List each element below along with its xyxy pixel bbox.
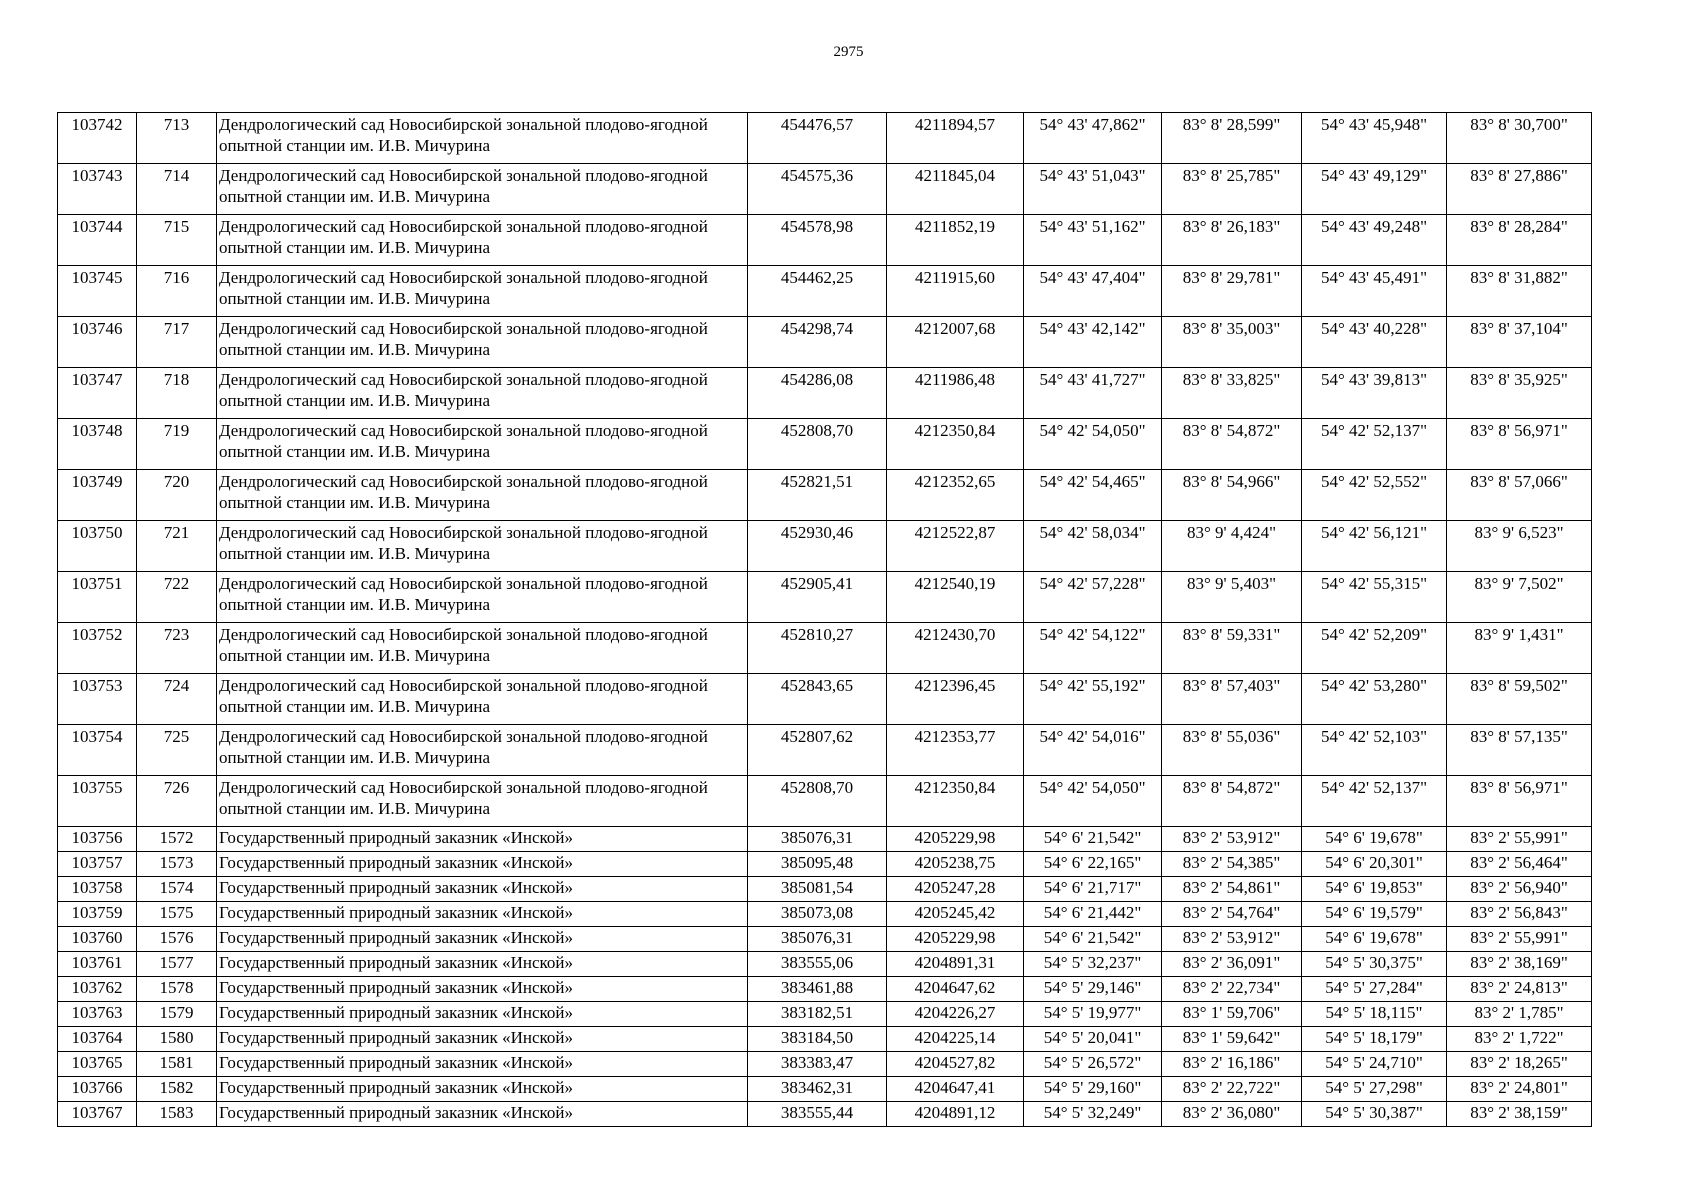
row-id-cell: 103745 <box>58 266 137 317</box>
object-name-cell: Дендрологический сад Новосибирской зональной плодово-ягодной опытной станции им. И.В. Мичурина <box>217 521 748 572</box>
longitude-2-cell: 83° 8' 57,135" <box>1447 725 1592 776</box>
table-row <box>58 317 1592 368</box>
latitude-2-cell: 54° 6' 19,678" <box>1302 927 1447 952</box>
row-id-cell: 103763 <box>58 1002 137 1027</box>
table-row <box>58 977 1592 1002</box>
row-id-cell: 103761 <box>58 952 137 977</box>
table-row <box>58 927 1592 952</box>
row-number-cell: 723 <box>137 623 217 674</box>
x-coordinate-cell: 452808,70 <box>748 776 887 827</box>
longitude-2-cell: 83° 8' 30,700" <box>1447 113 1592 164</box>
row-id-cell: 103755 <box>58 776 137 827</box>
latitude-2-cell: 54° 42' 52,209" <box>1302 623 1447 674</box>
y-coordinate-cell: 4204647,41 <box>887 1077 1024 1102</box>
latitude-2-cell: 54° 5' 30,375" <box>1302 952 1447 977</box>
row-number-cell: 715 <box>137 215 217 266</box>
latitude-2-cell: 54° 43' 45,948" <box>1302 113 1447 164</box>
y-coordinate-cell: 4204891,31 <box>887 952 1024 977</box>
table-row <box>58 725 1592 776</box>
y-coordinate-cell: 4211852,19 <box>887 215 1024 266</box>
table-row <box>58 470 1592 521</box>
longitude-1-cell: 83° 9' 4,424" <box>1162 521 1302 572</box>
row-id-cell: 103743 <box>58 164 137 215</box>
row-id-cell: 103758 <box>58 877 137 902</box>
longitude-1-cell: 83° 8' 55,036" <box>1162 725 1302 776</box>
object-name-cell: Государственный природный заказник «Инской» <box>217 952 748 977</box>
row-number-cell: 719 <box>137 419 217 470</box>
table-row <box>58 215 1592 266</box>
object-name-cell: Государственный природный заказник «Инской» <box>217 927 748 952</box>
latitude-1-cell: 54° 43' 51,162" <box>1024 215 1162 266</box>
row-number-cell: 725 <box>137 725 217 776</box>
longitude-1-cell: 83° 8' 59,331" <box>1162 623 1302 674</box>
longitude-2-cell: 83° 8' 28,284" <box>1447 215 1592 266</box>
latitude-2-cell: 54° 5' 18,179" <box>1302 1027 1447 1052</box>
latitude-1-cell: 54° 6' 21,717" <box>1024 877 1162 902</box>
x-coordinate-cell: 452905,41 <box>748 572 887 623</box>
latitude-2-cell: 54° 6' 19,678" <box>1302 827 1447 852</box>
x-coordinate-cell: 454298,74 <box>748 317 887 368</box>
object-name-cell: Дендрологический сад Новосибирской зональной плодово-ягодной опытной станции им. И.В. Мичурина <box>217 113 748 164</box>
coordinates-table <box>57 112 1592 1127</box>
x-coordinate-cell: 385081,54 <box>748 877 887 902</box>
table-row <box>58 902 1592 927</box>
longitude-1-cell: 83° 8' 35,003" <box>1162 317 1302 368</box>
longitude-1-cell: 83° 9' 5,403" <box>1162 572 1302 623</box>
latitude-2-cell: 54° 5' 27,284" <box>1302 977 1447 1002</box>
row-id-cell: 103760 <box>58 927 137 952</box>
x-coordinate-cell: 383462,31 <box>748 1077 887 1102</box>
latitude-1-cell: 54° 43' 47,862" <box>1024 113 1162 164</box>
x-coordinate-cell: 452930,46 <box>748 521 887 572</box>
row-id-cell: 103767 <box>58 1102 137 1127</box>
latitude-1-cell: 54° 43' 47,404" <box>1024 266 1162 317</box>
y-coordinate-cell: 4204527,82 <box>887 1052 1024 1077</box>
x-coordinate-cell: 383383,47 <box>748 1052 887 1077</box>
object-name-cell: Дендрологический сад Новосибирской зональной плодово-ягодной опытной станции им. И.В. Мичурина <box>217 623 748 674</box>
x-coordinate-cell: 385073,08 <box>748 902 887 927</box>
latitude-2-cell: 54° 42' 52,103" <box>1302 725 1447 776</box>
y-coordinate-cell: 4212540,19 <box>887 572 1024 623</box>
x-coordinate-cell: 454286,08 <box>748 368 887 419</box>
latitude-1-cell: 54° 5' 32,249" <box>1024 1102 1162 1127</box>
table-row <box>58 1002 1592 1027</box>
latitude-2-cell: 54° 6' 19,579" <box>1302 902 1447 927</box>
latitude-2-cell: 54° 5' 27,298" <box>1302 1077 1447 1102</box>
y-coordinate-cell: 4205229,98 <box>887 927 1024 952</box>
y-coordinate-cell: 4212522,87 <box>887 521 1024 572</box>
longitude-2-cell: 83° 8' 56,971" <box>1447 419 1592 470</box>
row-id-cell: 103756 <box>58 827 137 852</box>
row-id-cell: 103757 <box>58 852 137 877</box>
longitude-1-cell: 83° 2' 54,764" <box>1162 902 1302 927</box>
y-coordinate-cell: 4204891,12 <box>887 1102 1024 1127</box>
row-number-cell: 716 <box>137 266 217 317</box>
row-number-cell: 1579 <box>137 1002 217 1027</box>
row-id-cell: 103744 <box>58 215 137 266</box>
x-coordinate-cell: 383555,06 <box>748 952 887 977</box>
object-name-cell: Дендрологический сад Новосибирской зональной плодово-ягодной опытной станции им. И.В. Мичурина <box>217 776 748 827</box>
row-id-cell: 103759 <box>58 902 137 927</box>
row-id-cell: 103764 <box>58 1027 137 1052</box>
row-id-cell: 103766 <box>58 1077 137 1102</box>
row-id-cell: 103746 <box>58 317 137 368</box>
table-row <box>58 623 1592 674</box>
latitude-2-cell: 54° 42' 55,315" <box>1302 572 1447 623</box>
row-id-cell: 103747 <box>58 368 137 419</box>
x-coordinate-cell: 454578,98 <box>748 215 887 266</box>
longitude-1-cell: 83° 8' 54,872" <box>1162 776 1302 827</box>
latitude-1-cell: 54° 5' 20,041" <box>1024 1027 1162 1052</box>
y-coordinate-cell: 4211986,48 <box>887 368 1024 419</box>
longitude-1-cell: 83° 8' 54,872" <box>1162 419 1302 470</box>
table-row <box>58 1027 1592 1052</box>
longitude-2-cell: 83° 8' 56,971" <box>1447 776 1592 827</box>
x-coordinate-cell: 452821,51 <box>748 470 887 521</box>
x-coordinate-cell: 383461,88 <box>748 977 887 1002</box>
latitude-1-cell: 54° 5' 32,237" <box>1024 952 1162 977</box>
y-coordinate-cell: 4211845,04 <box>887 164 1024 215</box>
object-name-cell: Дендрологический сад Новосибирской зональной плодово-ягодной опытной станции им. И.В. Мичурина <box>217 725 748 776</box>
latitude-2-cell: 54° 6' 20,301" <box>1302 852 1447 877</box>
latitude-2-cell: 54° 42' 56,121" <box>1302 521 1447 572</box>
object-name-cell: Дендрологический сад Новосибирской зональной плодово-ягодной опытной станции им. И.В. Мичурина <box>217 164 748 215</box>
object-name-cell: Дендрологический сад Новосибирской зональной плодово-ягодной опытной станции им. И.В. Мичурина <box>217 317 748 368</box>
latitude-2-cell: 54° 42' 52,552" <box>1302 470 1447 521</box>
longitude-2-cell: 83° 2' 18,265" <box>1447 1052 1592 1077</box>
latitude-1-cell: 54° 42' 54,050" <box>1024 776 1162 827</box>
row-number-cell: 718 <box>137 368 217 419</box>
longitude-2-cell: 83° 2' 55,991" <box>1447 927 1592 952</box>
row-id-cell: 103750 <box>58 521 137 572</box>
longitude-2-cell: 83° 8' 31,882" <box>1447 266 1592 317</box>
latitude-1-cell: 54° 42' 54,122" <box>1024 623 1162 674</box>
latitude-2-cell: 54° 42' 53,280" <box>1302 674 1447 725</box>
x-coordinate-cell: 452810,27 <box>748 623 887 674</box>
x-coordinate-cell: 383184,50 <box>748 1027 887 1052</box>
longitude-1-cell: 83° 8' 33,825" <box>1162 368 1302 419</box>
row-number-cell: 1581 <box>137 1052 217 1077</box>
object-name-cell: Дендрологический сад Новосибирской зональной плодово-ягодной опытной станции им. И.В. Мичурина <box>217 368 748 419</box>
x-coordinate-cell: 452807,62 <box>748 725 887 776</box>
latitude-1-cell: 54° 42' 54,016" <box>1024 725 1162 776</box>
table-row <box>58 827 1592 852</box>
latitude-1-cell: 54° 6' 21,542" <box>1024 827 1162 852</box>
latitude-1-cell: 54° 5' 19,977" <box>1024 1002 1162 1027</box>
latitude-2-cell: 54° 43' 45,491" <box>1302 266 1447 317</box>
longitude-1-cell: 83° 2' 22,734" <box>1162 977 1302 1002</box>
x-coordinate-cell: 385076,31 <box>748 827 887 852</box>
row-number-cell: 1573 <box>137 852 217 877</box>
row-number-cell: 1574 <box>137 877 217 902</box>
latitude-1-cell: 54° 42' 58,034" <box>1024 521 1162 572</box>
row-id-cell: 103749 <box>58 470 137 521</box>
latitude-2-cell: 54° 42' 52,137" <box>1302 776 1447 827</box>
longitude-1-cell: 83° 8' 57,403" <box>1162 674 1302 725</box>
x-coordinate-cell: 452808,70 <box>748 419 887 470</box>
object-name-cell: Дендрологический сад Новосибирской зональной плодово-ягодной опытной станции им. И.В. Мичурина <box>217 419 748 470</box>
y-coordinate-cell: 4205238,75 <box>887 852 1024 877</box>
longitude-1-cell: 83° 2' 36,091" <box>1162 952 1302 977</box>
row-id-cell: 103751 <box>58 572 137 623</box>
longitude-2-cell: 83° 2' 56,940" <box>1447 877 1592 902</box>
longitude-1-cell: 83° 8' 54,966" <box>1162 470 1302 521</box>
longitude-2-cell: 83° 8' 57,066" <box>1447 470 1592 521</box>
object-name-cell: Дендрологический сад Новосибирской зональной плодово-ягодной опытной станции им. И.В. Мичурина <box>217 674 748 725</box>
x-coordinate-cell: 452843,65 <box>748 674 887 725</box>
row-number-cell: 1580 <box>137 1027 217 1052</box>
object-name-cell: Государственный природный заказник «Инской» <box>217 827 748 852</box>
row-number-cell: 714 <box>137 164 217 215</box>
latitude-1-cell: 54° 42' 54,050" <box>1024 419 1162 470</box>
row-id-cell: 103753 <box>58 674 137 725</box>
latitude-2-cell: 54° 6' 19,853" <box>1302 877 1447 902</box>
latitude-2-cell: 54° 43' 40,228" <box>1302 317 1447 368</box>
row-id-cell: 103754 <box>58 725 137 776</box>
row-id-cell: 103748 <box>58 419 137 470</box>
longitude-2-cell: 83° 8' 59,502" <box>1447 674 1592 725</box>
y-coordinate-cell: 4204226,27 <box>887 1002 1024 1027</box>
y-coordinate-cell: 4211894,57 <box>887 113 1024 164</box>
row-id-cell: 103765 <box>58 1052 137 1077</box>
y-coordinate-cell: 4205247,28 <box>887 877 1024 902</box>
table-row <box>58 419 1592 470</box>
object-name-cell: Государственный природный заказник «Инской» <box>217 1027 748 1052</box>
table-row <box>58 113 1592 164</box>
latitude-1-cell: 54° 5' 29,146" <box>1024 977 1162 1002</box>
latitude-1-cell: 54° 42' 55,192" <box>1024 674 1162 725</box>
table-row <box>58 164 1592 215</box>
y-coordinate-cell: 4211915,60 <box>887 266 1024 317</box>
table-row <box>58 572 1592 623</box>
longitude-2-cell: 83° 2' 1,722" <box>1447 1027 1592 1052</box>
longitude-1-cell: 83° 2' 54,861" <box>1162 877 1302 902</box>
latitude-1-cell: 54° 6' 21,442" <box>1024 902 1162 927</box>
object-name-cell: Дендрологический сад Новосибирской зональной плодово-ягодной опытной станции им. И.В. Мичурина <box>217 572 748 623</box>
y-coordinate-cell: 4212396,45 <box>887 674 1024 725</box>
latitude-1-cell: 54° 43' 42,142" <box>1024 317 1162 368</box>
latitude-2-cell: 54° 5' 30,387" <box>1302 1102 1447 1127</box>
latitude-1-cell: 54° 6' 22,165" <box>1024 852 1162 877</box>
y-coordinate-cell: 4205229,98 <box>887 827 1024 852</box>
latitude-1-cell: 54° 5' 29,160" <box>1024 1077 1162 1102</box>
y-coordinate-cell: 4212353,77 <box>887 725 1024 776</box>
longitude-1-cell: 83° 2' 54,385" <box>1162 852 1302 877</box>
row-number-cell: 1576 <box>137 927 217 952</box>
longitude-2-cell: 83° 9' 6,523" <box>1447 521 1592 572</box>
longitude-1-cell: 83° 8' 25,785" <box>1162 164 1302 215</box>
object-name-cell: Государственный природный заказник «Инской» <box>217 977 748 1002</box>
longitude-1-cell: 83° 2' 22,722" <box>1162 1077 1302 1102</box>
longitude-2-cell: 83° 2' 1,785" <box>1447 1002 1592 1027</box>
object-name-cell: Дендрологический сад Новосибирской зональной плодово-ягодной опытной станции им. И.В. Мичурина <box>217 266 748 317</box>
longitude-2-cell: 83° 9' 1,431" <box>1447 623 1592 674</box>
latitude-1-cell: 54° 42' 57,228" <box>1024 572 1162 623</box>
object-name-cell: Государственный природный заказник «Инской» <box>217 1077 748 1102</box>
latitude-1-cell: 54° 43' 51,043" <box>1024 164 1162 215</box>
longitude-2-cell: 83° 2' 56,843" <box>1447 902 1592 927</box>
row-id-cell: 103752 <box>58 623 137 674</box>
object-name-cell: Государственный природный заказник «Инской» <box>217 852 748 877</box>
longitude-1-cell: 83° 8' 26,183" <box>1162 215 1302 266</box>
x-coordinate-cell: 454476,57 <box>748 113 887 164</box>
latitude-2-cell: 54° 43' 49,129" <box>1302 164 1447 215</box>
table-row <box>58 1102 1592 1127</box>
longitude-2-cell: 83° 9' 7,502" <box>1447 572 1592 623</box>
object-name-cell: Государственный природный заказник «Инской» <box>217 877 748 902</box>
row-number-cell: 722 <box>137 572 217 623</box>
x-coordinate-cell: 385095,48 <box>748 852 887 877</box>
longitude-2-cell: 83° 2' 24,801" <box>1447 1077 1592 1102</box>
row-number-cell: 1575 <box>137 902 217 927</box>
longitude-2-cell: 83° 8' 35,925" <box>1447 368 1592 419</box>
table-row <box>58 852 1592 877</box>
x-coordinate-cell: 454462,25 <box>748 266 887 317</box>
y-coordinate-cell: 4212350,84 <box>887 419 1024 470</box>
table-row <box>58 368 1592 419</box>
longitude-2-cell: 83° 2' 38,159" <box>1447 1102 1592 1127</box>
latitude-1-cell: 54° 43' 41,727" <box>1024 368 1162 419</box>
row-id-cell: 103762 <box>58 977 137 1002</box>
table-row <box>58 1077 1592 1102</box>
latitude-2-cell: 54° 42' 52,137" <box>1302 419 1447 470</box>
longitude-1-cell: 83° 2' 16,186" <box>1162 1052 1302 1077</box>
longitude-1-cell: 83° 8' 28,599" <box>1162 113 1302 164</box>
longitude-1-cell: 83° 8' 29,781" <box>1162 266 1302 317</box>
longitude-1-cell: 83° 2' 53,912" <box>1162 827 1302 852</box>
y-coordinate-cell: 4204647,62 <box>887 977 1024 1002</box>
latitude-1-cell: 54° 5' 26,572" <box>1024 1052 1162 1077</box>
row-number-cell: 1572 <box>137 827 217 852</box>
object-name-cell: Дендрологический сад Новосибирской зональной плодово-ягодной опытной станции им. И.В. Мичурина <box>217 470 748 521</box>
x-coordinate-cell: 383555,44 <box>748 1102 887 1127</box>
longitude-1-cell: 83° 2' 53,912" <box>1162 927 1302 952</box>
object-name-cell: Государственный природный заказник «Инской» <box>217 902 748 927</box>
page-number: 2975 <box>833 44 864 60</box>
row-number-cell: 726 <box>137 776 217 827</box>
latitude-2-cell: 54° 43' 49,248" <box>1302 215 1447 266</box>
y-coordinate-cell: 4205245,42 <box>887 902 1024 927</box>
table-row <box>58 1052 1592 1077</box>
row-number-cell: 713 <box>137 113 217 164</box>
latitude-1-cell: 54° 6' 21,542" <box>1024 927 1162 952</box>
x-coordinate-cell: 385076,31 <box>748 927 887 952</box>
object-name-cell: Государственный природный заказник «Инской» <box>217 1052 748 1077</box>
object-name-cell: Дендрологический сад Новосибирской зональной плодово-ягодной опытной станции им. И.В. Мичурина <box>217 215 748 266</box>
y-coordinate-cell: 4212352,65 <box>887 470 1024 521</box>
table-row <box>58 952 1592 977</box>
table-row <box>58 776 1592 827</box>
y-coordinate-cell: 4212007,68 <box>887 317 1024 368</box>
y-coordinate-cell: 4212350,84 <box>887 776 1024 827</box>
latitude-2-cell: 54° 5' 24,710" <box>1302 1052 1447 1077</box>
row-id-cell: 103742 <box>58 113 137 164</box>
table-row <box>58 877 1592 902</box>
longitude-1-cell: 83° 1' 59,642" <box>1162 1027 1302 1052</box>
object-name-cell: Государственный природный заказник «Инской» <box>217 1002 748 1027</box>
latitude-2-cell: 54° 43' 39,813" <box>1302 368 1447 419</box>
row-number-cell: 721 <box>137 521 217 572</box>
row-number-cell: 717 <box>137 317 217 368</box>
row-number-cell: 720 <box>137 470 217 521</box>
longitude-2-cell: 83° 8' 37,104" <box>1447 317 1592 368</box>
row-number-cell: 724 <box>137 674 217 725</box>
x-coordinate-cell: 454575,36 <box>748 164 887 215</box>
longitude-1-cell: 83° 1' 59,706" <box>1162 1002 1302 1027</box>
latitude-1-cell: 54° 42' 54,465" <box>1024 470 1162 521</box>
y-coordinate-cell: 4212430,70 <box>887 623 1024 674</box>
longitude-2-cell: 83° 8' 27,886" <box>1447 164 1592 215</box>
y-coordinate-cell: 4204225,14 <box>887 1027 1024 1052</box>
latitude-2-cell: 54° 5' 18,115" <box>1302 1002 1447 1027</box>
row-number-cell: 1578 <box>137 977 217 1002</box>
longitude-2-cell: 83° 2' 24,813" <box>1447 977 1592 1002</box>
object-name-cell: Государственный природный заказник «Инской» <box>217 1102 748 1127</box>
table-row <box>58 674 1592 725</box>
row-number-cell: 1582 <box>137 1077 217 1102</box>
x-coordinate-cell: 383182,51 <box>748 1002 887 1027</box>
longitude-2-cell: 83° 2' 56,464" <box>1447 852 1592 877</box>
table-row <box>58 521 1592 572</box>
row-number-cell: 1583 <box>137 1102 217 1127</box>
longitude-2-cell: 83° 2' 55,991" <box>1447 827 1592 852</box>
longitude-1-cell: 83° 2' 36,080" <box>1162 1102 1302 1127</box>
row-number-cell: 1577 <box>137 952 217 977</box>
longitude-2-cell: 83° 2' 38,169" <box>1447 952 1592 977</box>
table-row <box>58 266 1592 317</box>
